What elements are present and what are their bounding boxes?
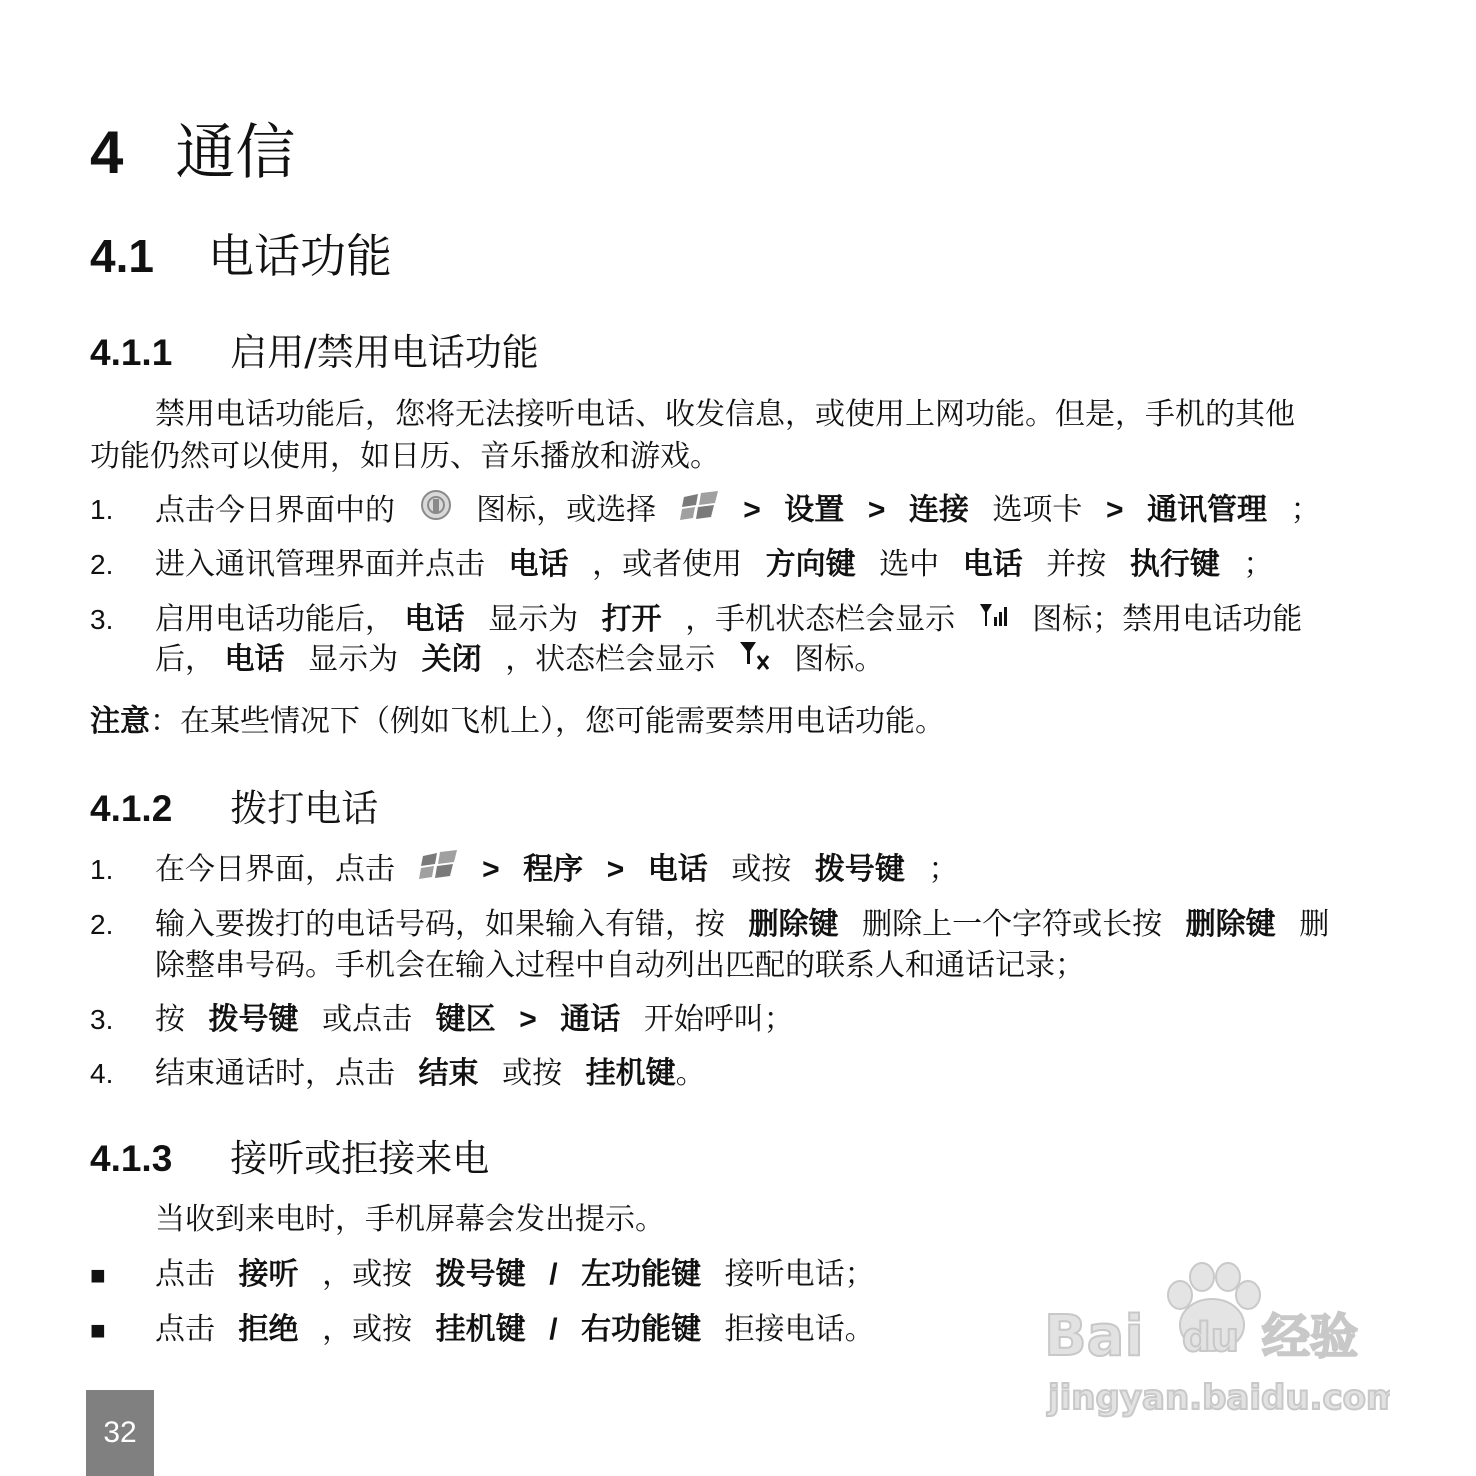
bullet-item: ■ 点击 拒绝 ，或按 挂机键 / 右功能键 拒接电话。 — [90, 1308, 875, 1352]
watermark-jingyan: 经验 — [1262, 1309, 1359, 1365]
subsection-heading-411 — [90, 330, 539, 376]
subsection-title: 拨打电话 — [230, 787, 379, 830]
list-marker: 2. — [90, 549, 114, 580]
chapter-heading — [90, 118, 295, 188]
paragraph-line: 当收到来电时，手机屏幕会发出提示。 — [155, 1202, 665, 1237]
list-marker: 3. — [90, 604, 114, 635]
subsection-number: 4.1.1 — [90, 332, 173, 373]
windows-start-icon — [680, 490, 720, 534]
bullet-item: ■ 点击 接听 ，或按 拨号键 / 左功能键 接听电话； — [90, 1253, 875, 1297]
baidu-jingyan-watermark — [1040, 1255, 1390, 1425]
list-item-continuation: 除整串号码。手机会在输入过程中自动列出匹配的联系人和通话记录； — [155, 948, 1085, 983]
watermark-url: jingyan.baidu.com — [1048, 1378, 1390, 1418]
bullet-marker: ■ — [90, 1260, 106, 1290]
section-number: 4.1 — [90, 230, 154, 282]
note-label: 注意 — [90, 704, 150, 739]
list-marker: 4. — [90, 1058, 114, 1089]
list-marker: 1. — [90, 494, 114, 525]
list-marker: 2. — [90, 909, 114, 940]
connection-manager-icon — [419, 488, 453, 535]
watermark-du: du — [1182, 1315, 1240, 1361]
subsection-heading-412 — [90, 786, 378, 832]
note-text: ：在某些情况下（例如飞机上），您可能需要禁用电话功能。 — [150, 704, 945, 739]
section-heading — [90, 228, 392, 284]
paragraph-line: 功能仍然可以使用，如日历、音乐播放和游戏。 — [90, 439, 720, 474]
radio-off-icon — [739, 639, 771, 684]
list-item: 1. 点击今日界面中的 图标，或选择 > 设置 > 连接 选项卡 > 通讯管理 ； — [90, 488, 1321, 535]
list-marker: 3. — [90, 1004, 114, 1035]
list-marker: 1. — [90, 854, 114, 885]
list-item: 4. 结束通话时，点击 结束 或按 挂机键。 — [90, 1052, 706, 1096]
list-item: 1. 在今日界面，点击 > 程序 > 电话 或按 拨号键 ； — [90, 848, 958, 893]
section-title: 电话功能 — [207, 229, 392, 283]
subsection-title: 启用/禁用电话功能 — [230, 331, 539, 374]
chapter-number: 4 — [90, 119, 124, 186]
signal-strength-icon — [979, 599, 1009, 643]
list-item-continuation: 后， 电话 显示为 关闭 ，状态栏会显示 图标。 — [155, 638, 884, 684]
list-item: 3. 按 拨号键 或点击 键区 > 通话 开始呼叫； — [90, 998, 794, 1042]
subsection-heading-413 — [90, 1136, 489, 1182]
page-number: 32 — [86, 1390, 154, 1476]
note — [90, 700, 945, 744]
bullet-marker: ■ — [90, 1315, 106, 1345]
list-item: 2. 输入要拨打的电话号码，如果输入有错，按 删除键 删除上一个字符或长按 删除键 删 — [90, 903, 1329, 947]
subsection-number: 4.1.2 — [90, 788, 173, 829]
list-item: 3. 启用电话功能后， 电话 显示为 打开 ，手机状态栏会显示 图标；禁用电话功能 — [90, 598, 1302, 643]
subsection-title: 接听或拒接来电 — [230, 1137, 490, 1180]
chapter-title: 通信 — [175, 118, 296, 188]
watermark-brand: Bai — [1044, 1304, 1144, 1369]
paragraph-line: 禁用电话功能后，您将无法接听电话、收发信息，或使用上网功能。但是，手机的其他 — [155, 397, 1295, 432]
windows-start-icon — [419, 849, 459, 893]
subsection-number: 4.1.3 — [90, 1138, 173, 1179]
list-item: 2. 进入通讯管理界面并点击 电话 ，或者使用 方向键 选中 电话 并按 执行键 ； — [90, 543, 1273, 587]
